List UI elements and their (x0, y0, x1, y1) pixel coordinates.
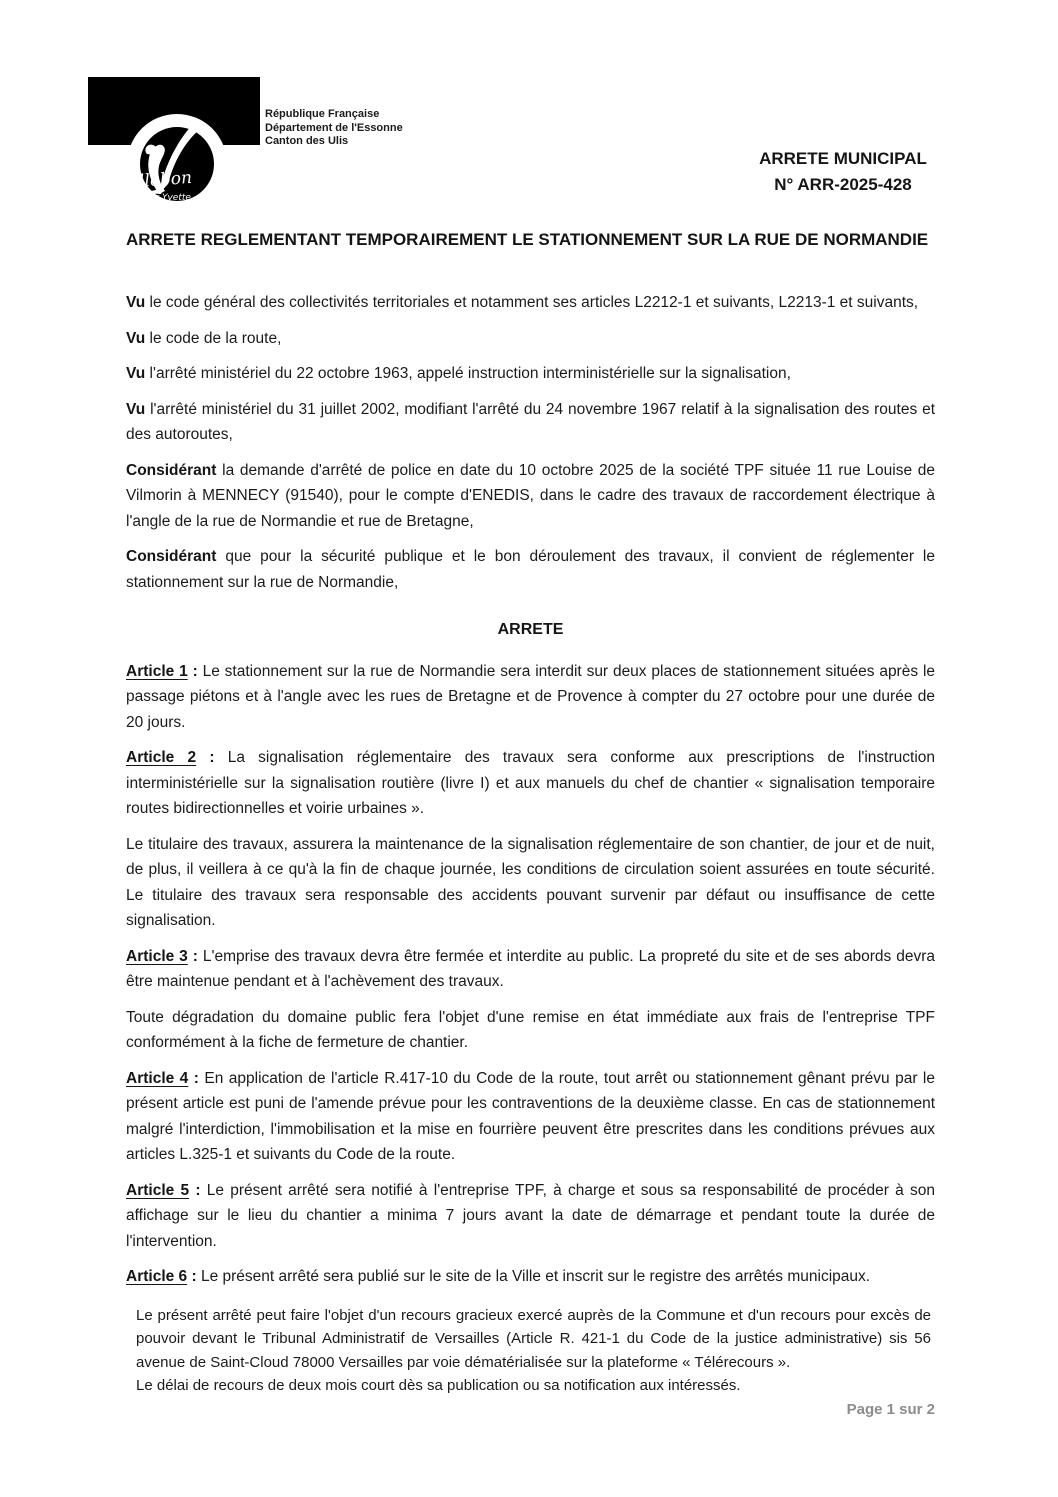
preamble-text: le code de la route, (149, 329, 282, 347)
article-separator: : (187, 947, 198, 965)
preamble-label: Vu (126, 400, 146, 418)
article-paragraph (126, 1066, 935, 1168)
doc-number: N° ARR-2025-428 (774, 175, 912, 194)
preamble-paragraph (126, 544, 935, 595)
document-title: ARRETE REGLEMENTANT TEMPORAIREMENT LE STATIONNEMENT SUR LA RUE DE NORMANDIE (126, 230, 929, 249)
body-paragraph (126, 1005, 935, 1056)
paragraph-text: Toute dégradation du domaine public fera l'objet d'une remise en état immédiate aux frais de l'entreprise TPF conformément à la fiche de fermeture de chantier. (126, 1008, 935, 1051)
logo-script-text: illebon (132, 167, 193, 192)
decree-heading: ARRETE (497, 621, 564, 638)
article-label: Article 4 (126, 1069, 189, 1087)
article-label: Article 2 (126, 749, 197, 766)
article-paragraph (126, 659, 935, 736)
preamble-label: Vu (126, 365, 146, 382)
recourse-paragraph: Le délai de recours de deux mois court dès sa publication ou sa notification aux intéressés. (136, 1377, 741, 1394)
preamble-paragraph (126, 458, 935, 535)
authority-line-departement: Département de l'Essonne (265, 121, 403, 134)
preamble-paragraph (126, 290, 935, 316)
article-paragraph (126, 745, 935, 822)
article-label: Article 6 (126, 1268, 188, 1285)
preamble-paragraph (126, 397, 935, 448)
doc-type: ARRETE MUNICIPAL (759, 149, 927, 168)
preamble-text: la demande d'arrêté de police en date du 10 octobre 2025 de la société TPF située 11 rue Louise de Vilmorin à MENNECY (91540), pour le compte d'ENEDIS, dans le cadre des travaux de raccordement électrique à l'angle de la rue de Normandie et rue de Bretagne, (126, 461, 935, 530)
article-text: En application de l'article R.417-10 du Code de la route, tout arrêt ou stationnement gênant prévu par le présent article est puni de l'amende prévue pour les contraventions de la deuxième classe. En cas de stationnement malgré l'interdiction, l'immobilisation et la mise en fourrière peuvent être prescrites dans les conditions prévues aux articles L.325-1 et suivants du Code de la route. (126, 1069, 935, 1163)
article-text: Le présent arrêté sera publié sur le site de la Ville et inscrit sur le registre des arrêtés municipaux. (200, 1268, 871, 1285)
document-body (126, 227, 935, 1418)
article-separator: : (188, 1069, 199, 1087)
article-separator: : (187, 1268, 197, 1285)
preamble-text: l'arrêté ministériel du 31 juillet 2002, modifiant l'arrêté du 24 novembre 1967 relatif à la signalisation des routes et des autoroutes, (126, 400, 935, 443)
preamble-paragraph (126, 361, 935, 387)
article-label: Article 3 (126, 947, 188, 965)
article-separator: : (189, 1181, 201, 1199)
preamble-label: Vu (126, 294, 146, 311)
article-label: Article 1 (126, 662, 188, 680)
article-separator: : (196, 749, 215, 766)
paragraph-text: Le titulaire des travaux, assurera la maintenance de la signalisation réglementaire de son chantier, de jour et de nuit, de plus, il veillera à ce qu'à la fin de chaque journée, les conditions de circulation soient assurées en toute sécurité. Le titulaire des travaux sera responsable des accidents pouvant survenir par défaut ou insuffisance de cette signalisation. (126, 835, 935, 929)
preamble-text: que pour la sécurité publique et le bon déroulement des travaux, il convient de réglementer le stationnement sur la rue de Normandie, (126, 548, 935, 591)
article-paragraph (126, 1178, 935, 1255)
authority-line-republique: République Française (265, 108, 380, 120)
preamble-label: Vu (126, 329, 146, 347)
body-paragraph (126, 832, 935, 934)
article-text: Le stationnement sur la rue de Normandie sera interdit sur deux places de stationnement situées après le passage piétons et à l'angle avec les rues de Bretagne et de Provence à compter du 27 octobre pour une durée de 20 jours. (126, 662, 936, 731)
document-identification (736, 146, 950, 198)
article-paragraph (126, 1264, 935, 1290)
authority-lines (265, 108, 403, 149)
article-separator: : (187, 662, 198, 680)
preamble-label: Considérant (126, 548, 217, 565)
city-logo-icon (88, 77, 260, 227)
logo-subscript-text: sur Yvette (145, 193, 191, 203)
article-label: Article 5 (126, 1181, 190, 1199)
preamble-paragraph (126, 326, 935, 352)
recourse-notice (126, 1304, 935, 1398)
preamble-text: l'arrêté ministériel du 22 octobre 1963, appelé instruction interministérielle sur la signalisation, (149, 365, 791, 382)
article-text: Le présent arrêté sera notifié à l'entreprise TPF, à charge et sous sa responsabilité de procéder à son affichage sur le lieu du chantier a minima 7 jours avant la date de démarrage et pendant toute la durée de l'intervention. (126, 1181, 936, 1250)
villebon-sur-yvette-logo (88, 77, 260, 227)
recourse-paragraph: Le présent arrêté peut faire l'objet d'un recours gracieux exercé auprès de la Commune et d'un recours pour excès de pouvoir devant le Tribunal Administratif de Versailles (Article R. 421-1 du Code de la justice administrative) sis 56 avenue de Saint-Cloud 78000 Versailles par voie dématérialisée sur la plateforme « Télérecours ». (136, 1306, 931, 1371)
article-text: L'emprise des travaux devra être fermée et interdite au public. La propreté du site et de ses abords devra être maintenue pendant et à l'achèvement des travaux. (126, 947, 936, 990)
article-text: La signalisation réglementaire des travaux sera conforme aux prescriptions de l'instruction interministérielle sur la signalisation routière (livre I) et aux manuels du chef de chantier « signalisation temporaire routes bidirectionnelles et voirie urbaines ». (126, 749, 936, 817)
article-paragraph (126, 944, 935, 995)
preamble-text: le code général des collectivités territoriales et notamment ses articles L2212-1 et suivants, L2213-1 et suivants, (149, 294, 919, 311)
preamble-label: Considérant (126, 461, 217, 479)
authority-line-canton: Canton des Ulis (265, 135, 349, 147)
page-number: Page 1 sur 2 (846, 1400, 935, 1418)
